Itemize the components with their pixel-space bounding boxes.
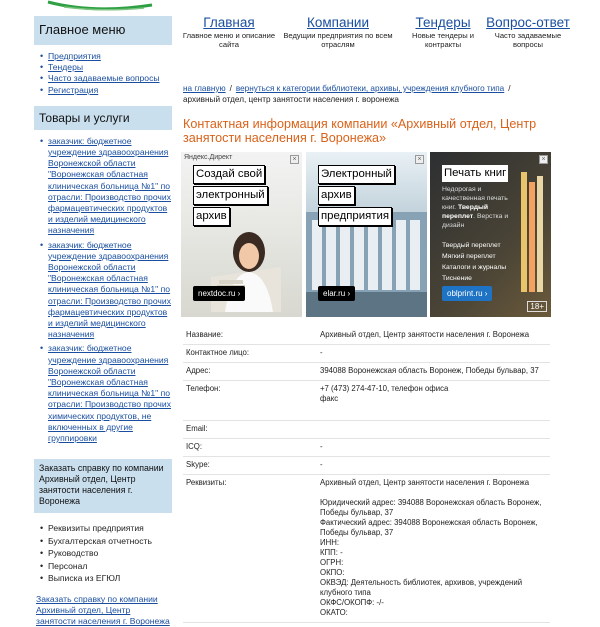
nav-companies-link[interactable]: Компании	[306, 15, 369, 30]
tender-item[interactable]: • заказчик: бюджетное учреждение здравоохранения Воронежской области "Воронежская областная клиническая больница №1" по отрасли: Производство прочих химических продуктов, не включенных в другие группировки	[40, 343, 172, 444]
order-item: • Персонал	[40, 560, 172, 572]
requisite-line: ИНН:	[320, 538, 340, 547]
nav-companies[interactable]	[279, 14, 397, 50]
requisite-line: ОГРН:	[320, 558, 344, 567]
info-label: Телефон:	[183, 381, 317, 421]
ad-headline: Печать книг	[442, 165, 508, 184]
ad-sitelink[interactable]: Тиснение	[442, 275, 472, 282]
tender-item[interactable]: • заказчик: бюджетное учреждение здравоохранения Воронежской области "Воронежская областная клиническая больница №1" по отрасли: Производство прочих фармацевтических продуктов и изделий медицинского назначения	[40, 136, 172, 237]
requisite-line: ОКАТО:	[320, 608, 348, 617]
nav-faq-link[interactable]: Вопрос-ответ	[486, 15, 570, 30]
order-item: • Руководство	[40, 547, 172, 559]
requisites-name: Архивный отдел, Центр занятости населения г. Воронежа	[320, 478, 530, 487]
nav-home-desc: Главное меню и описание сайта	[182, 31, 276, 50]
breadcrumb	[183, 83, 563, 105]
order-item: • Бухгалтерская отчетность	[40, 535, 172, 547]
ad-sitelink[interactable]: Твердый переплет	[442, 242, 501, 249]
info-label: Название:	[183, 327, 317, 345]
ad-domain-link[interactable]: oblprint.ru ›	[442, 286, 492, 301]
info-row-skype	[183, 457, 550, 475]
tender-list	[34, 130, 172, 455]
info-value	[317, 381, 550, 421]
menu-item-faq[interactable]: • Часто задаваемые вопросы	[40, 73, 172, 84]
menu-item-registration[interactable]: • Регистрация	[40, 85, 172, 96]
main-menu-list	[34, 45, 172, 104]
nav-home[interactable]	[181, 14, 277, 50]
books-photo	[519, 172, 545, 292]
order-item: • Выписка из ЕГЮЛ	[40, 572, 172, 584]
menu-item-tenders[interactable]: • Тендеры	[40, 62, 172, 73]
ad-domain-link[interactable]: elar.ru ›	[318, 286, 355, 301]
requisite-line: ОКФС/ОКОПФ: -/-	[320, 598, 384, 607]
order-items-list	[34, 513, 172, 592]
info-value: -	[317, 439, 550, 457]
requisites-lines	[320, 498, 547, 618]
nav-home-link[interactable]: Главная	[203, 15, 255, 30]
requisite-line: ОКПО:	[320, 568, 345, 577]
goods-services-title: Товары и услуги	[34, 106, 172, 130]
top-nav	[181, 14, 570, 58]
tender-item[interactable]: • заказчик: бюджетное учреждение здравоохранения Воронежской области "Воронежская областная клиническая больница №1" по отрасли: Производство прочих фармацевтических продуктов и изделий медицинского назначения	[40, 240, 172, 341]
info-row-icq	[183, 439, 550, 457]
order-item: • Реквизиты предприятия	[40, 522, 172, 534]
nav-tenders-link[interactable]: Тендеры	[415, 15, 471, 30]
info-label: Реквизиты:	[183, 475, 317, 623]
ad-brand-label: Яндекс.Директ	[184, 154, 233, 161]
requisite-line: ОКВЭД: Деятельность библиотек, архивов, учреждений клубного типа	[320, 578, 523, 597]
nav-tenders[interactable]	[403, 14, 483, 50]
breadcrumb-home[interactable]: на главную	[183, 84, 226, 93]
info-value: -	[317, 457, 550, 475]
nav-faq[interactable]	[484, 14, 572, 50]
nav-faq-desc: Часто задаваемые вопросы	[494, 31, 562, 50]
requisite-line: КПП: -	[320, 548, 343, 557]
ad-block	[181, 152, 551, 317]
site-logo[interactable]	[34, 0, 172, 14]
ad-body-text: Недорогая и качественная печать книг. Твердый переплет. Верстка и дизайн	[442, 186, 509, 229]
close-icon[interactable]: ×	[290, 155, 299, 164]
info-row-email	[183, 421, 550, 439]
info-row-contact	[183, 345, 550, 363]
order-report-title: Заказать справку по компании Архивный отдел, Центр занятости населения г. Воронежа	[34, 459, 172, 513]
menu-item-companies[interactable]: • Предприятия	[40, 51, 172, 62]
ad-sitelink[interactable]: Мягкий переплет	[442, 253, 496, 260]
info-label: Email:	[183, 421, 317, 439]
order-report-link[interactable]: Заказать справку по компании Архивный отдел, Центр занятости населения г. Воронежа	[36, 594, 170, 627]
info-value: 394088 Воронежская область Воронеж, Победы бульвар, 37	[317, 363, 550, 381]
info-row-requisites	[183, 475, 550, 623]
nav-tenders-desc: Новые тендеры и контракты	[411, 31, 475, 50]
main-menu-title: Главное меню	[34, 16, 172, 45]
ad-nextdoc[interactable]	[181, 152, 302, 317]
ad-headline: Электронный архив предприятия	[318, 165, 395, 228]
requisite-line: Юридический адрес: 394088 Воронежская область Воронеж, Победы бульвар, 37	[320, 498, 542, 517]
sidebar	[34, 16, 172, 627]
age-rating-badge: 18+	[527, 301, 547, 312]
phone-extra: факс	[320, 394, 339, 403]
phone-number: +7 (473) 274-47-10, телефон офиса	[320, 384, 449, 393]
info-row-name	[183, 327, 550, 345]
page-title: Контактная информация компании «Архивный отдел, Центр занятости населения г. Воронежа»	[183, 117, 537, 145]
ad-elar[interactable]	[306, 152, 427, 317]
requisite-line: Фактический адрес: 394088 Воронежская область Воронеж, Победы бульвар, 37	[320, 518, 538, 537]
ad-oblprint[interactable]	[430, 152, 551, 317]
company-info-table	[183, 327, 550, 623]
ad-headline: Создай свой электронный архив	[193, 165, 268, 228]
info-value	[317, 421, 550, 439]
ad-sitelink[interactable]: Каталоги и журналы	[442, 264, 507, 271]
breadcrumb-separator: /	[508, 84, 511, 93]
info-row-address	[183, 363, 550, 381]
info-label: ICQ:	[183, 439, 317, 457]
breadcrumb-current: архивный отдел, центр занятости населения г. воронежа	[183, 95, 399, 104]
breadcrumb-separator: /	[229, 84, 232, 93]
info-label: Контактное лицо:	[183, 345, 317, 363]
close-icon[interactable]: ×	[415, 155, 424, 164]
info-value	[317, 475, 550, 623]
breadcrumb-category[interactable]: вернуться к категории библиотеки, архивы, учреждения клубного типа	[235, 84, 505, 93]
info-label: Skype:	[183, 457, 317, 475]
nav-companies-desc: Ведущии предприятия по всем отраслям	[283, 31, 393, 50]
info-row-phone	[183, 381, 550, 421]
info-value: Архивный отдел, Центр занятости населения г. Воронежа	[317, 327, 550, 345]
ad-sitelinks	[442, 240, 506, 284]
close-icon[interactable]: ×	[539, 155, 548, 164]
info-label: Адрес:	[183, 363, 317, 381]
ad-domain-link[interactable]: nextdoc.ru ›	[193, 286, 245, 301]
info-value: -	[317, 345, 550, 363]
